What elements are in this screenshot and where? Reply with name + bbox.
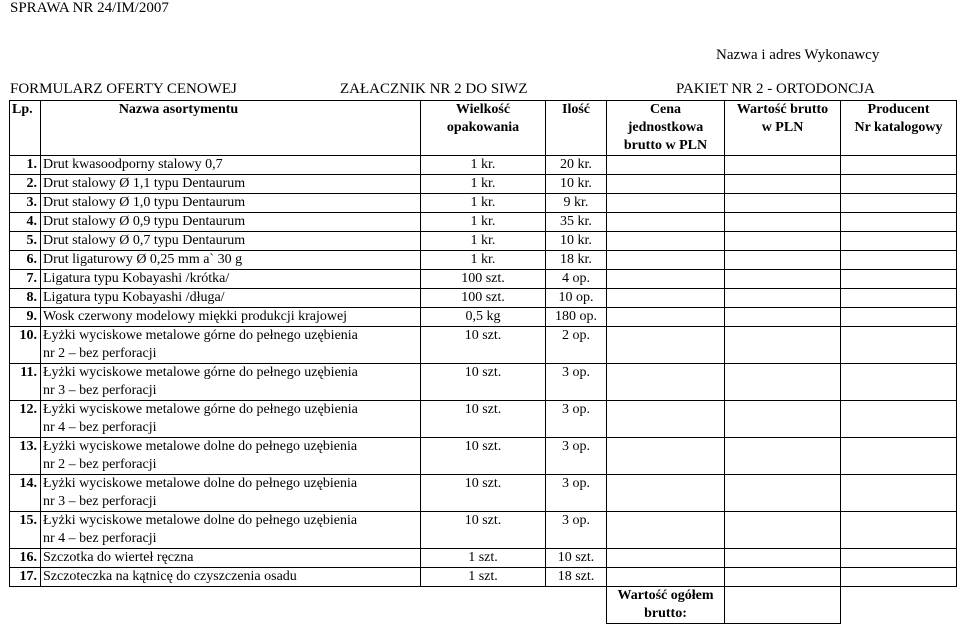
item-package: 0,5 kg [421, 308, 546, 327]
item-package: 10 szt. [421, 364, 546, 401]
item-unit-price[interactable] [607, 568, 725, 587]
item-name: Drut kwasoodporny stalowy 0,7 [41, 156, 421, 175]
item-package: 10 szt. [421, 401, 546, 438]
item-producer[interactable] [841, 308, 957, 327]
item-unit-price[interactable] [607, 213, 725, 232]
item-gross-value[interactable] [725, 194, 841, 213]
item-producer[interactable] [841, 194, 957, 213]
item-name: Drut stalowy Ø 1,1 typu Dentaurum [41, 175, 421, 194]
item-package: 1 kr. [421, 194, 546, 213]
item-qty: 4 op. [546, 270, 607, 289]
table-row [10, 568, 957, 587]
item-unit-price[interactable] [607, 438, 725, 475]
table-row [10, 251, 957, 270]
item-producer[interactable] [841, 549, 957, 568]
table-row [10, 308, 957, 327]
item-name: Łyżki wyciskowe metalowe górne do pełnego uzębienia nr 3 – bez perforacji [41, 364, 421, 401]
item-name: Ligatura typu Kobayashi /krótka/ [41, 270, 421, 289]
total-label: Wartość ogółem brutto: [607, 587, 725, 624]
table-row [10, 270, 957, 289]
item-lp: 8. [10, 289, 41, 308]
table-row [10, 175, 957, 194]
item-producer[interactable] [841, 512, 957, 549]
item-gross-value[interactable] [725, 175, 841, 194]
item-package: 1 szt. [421, 549, 546, 568]
col-header-qty: Ilość [546, 101, 607, 156]
item-qty: 2 op. [546, 327, 607, 364]
item-name: Łyżki wyciskowe metalowe dolne do pełnego uzębienia nr 2 – bez perforacji [41, 438, 421, 475]
item-unit-price[interactable] [607, 327, 725, 364]
item-gross-value[interactable] [725, 438, 841, 475]
item-gross-value[interactable] [725, 568, 841, 587]
item-package: 1 kr. [421, 156, 546, 175]
table-row [10, 401, 957, 438]
item-producer[interactable] [841, 401, 957, 438]
table-row [10, 512, 957, 549]
item-unit-price[interactable] [607, 289, 725, 308]
table-row [10, 213, 957, 232]
item-name: Łyżki wyciskowe metalowe dolne do pełnego uzębienia nr 4 – bez perforacji [41, 512, 421, 549]
item-package: 1 kr. [421, 251, 546, 270]
item-unit-price[interactable] [607, 308, 725, 327]
item-gross-value[interactable] [725, 549, 841, 568]
item-lp: 16. [10, 549, 41, 568]
contractor-label: Nazwa i adres Wykonawcy [716, 47, 880, 63]
item-lp: 4. [10, 213, 41, 232]
item-package: 100 szt. [421, 289, 546, 308]
item-qty: 18 kr. [546, 251, 607, 270]
total-spacer [10, 587, 607, 624]
item-gross-value[interactable] [725, 364, 841, 401]
item-unit-price[interactable] [607, 270, 725, 289]
item-gross-value[interactable] [725, 327, 841, 364]
table-row [10, 364, 957, 401]
item-qty: 10 szt. [546, 549, 607, 568]
item-qty: 3 op. [546, 475, 607, 512]
table-row [10, 156, 957, 175]
col-header-price: Cena jednostkowa brutto w PLN [607, 101, 725, 156]
item-package: 1 kr. [421, 213, 546, 232]
item-qty: 20 kr. [546, 156, 607, 175]
item-qty: 35 kr. [546, 213, 607, 232]
item-lp: 17. [10, 568, 41, 587]
item-qty: 18 szt. [546, 568, 607, 587]
col-header-producer: Producent Nr katalogowy [841, 101, 957, 156]
form-title: FORMULARZ OFERTY CENOWEJ [10, 81, 237, 97]
item-lp: 10. [10, 327, 41, 364]
item-qty: 3 op. [546, 401, 607, 438]
item-unit-price[interactable] [607, 401, 725, 438]
item-unit-price[interactable] [607, 175, 725, 194]
item-producer[interactable] [841, 475, 957, 512]
item-gross-value[interactable] [725, 289, 841, 308]
package-title: PAKIET NR 2 - ORTODONCJA [676, 81, 875, 97]
item-unit-price[interactable] [607, 232, 725, 251]
item-gross-value[interactable] [725, 401, 841, 438]
item-name: Drut ligaturowy Ø 0,25 mm a` 30 g [41, 251, 421, 270]
total-row [10, 587, 957, 624]
item-gross-value[interactable] [725, 270, 841, 289]
annex-title: ZAŁACZNIK NR 2 DO SIWZ [340, 81, 528, 97]
table-row [10, 232, 957, 251]
item-qty: 10 kr. [546, 175, 607, 194]
item-package: 10 szt. [421, 512, 546, 549]
table-row [10, 194, 957, 213]
item-package: 1 kr. [421, 175, 546, 194]
item-package: 10 szt. [421, 327, 546, 364]
col-header-value: Wartość brutto w PLN [725, 101, 841, 156]
item-producer[interactable] [841, 156, 957, 175]
item-producer[interactable] [841, 364, 957, 401]
item-name: Ligatura typu Kobayashi /długa/ [41, 289, 421, 308]
item-gross-value[interactable] [725, 232, 841, 251]
item-gross-value[interactable] [725, 251, 841, 270]
item-unit-price[interactable] [607, 549, 725, 568]
item-qty: 3 op. [546, 512, 607, 549]
table-row [10, 475, 957, 512]
item-unit-price[interactable] [607, 156, 725, 175]
item-lp: 15. [10, 512, 41, 549]
item-gross-value[interactable] [725, 475, 841, 512]
item-qty: 10 op. [546, 289, 607, 308]
item-lp: 1. [10, 156, 41, 175]
item-qty: 3 op. [546, 364, 607, 401]
item-name: Szczotka do wierteł ręczna [41, 549, 421, 568]
item-producer[interactable] [841, 289, 957, 308]
item-lp: 3. [10, 194, 41, 213]
total-spacer-right [841, 587, 957, 624]
item-producer[interactable] [841, 251, 957, 270]
item-producer[interactable] [841, 213, 957, 232]
col-header-name: Nazwa asortymentu [41, 101, 421, 156]
item-qty: 9 kr. [546, 194, 607, 213]
item-unit-price[interactable] [607, 251, 725, 270]
item-name: Wosk czerwony modelowy miękki produkcji krajowej [41, 308, 421, 327]
item-unit-price[interactable] [607, 475, 725, 512]
item-qty: 3 op. [546, 438, 607, 475]
item-lp: 9. [10, 308, 41, 327]
table-row [10, 327, 957, 364]
item-unit-price[interactable] [607, 512, 725, 549]
item-gross-value[interactable] [725, 156, 841, 175]
item-lp: 7. [10, 270, 41, 289]
col-header-lp: Lp. [10, 101, 41, 156]
item-unit-price[interactable] [607, 194, 725, 213]
total-value[interactable] [725, 587, 841, 624]
item-qty: 10 kr. [546, 232, 607, 251]
price-offer-table [9, 100, 957, 624]
item-package: 1 szt. [421, 568, 546, 587]
table-row [10, 549, 957, 568]
item-producer[interactable] [841, 438, 957, 475]
item-package: 10 szt. [421, 438, 546, 475]
item-name: Łyżki wyciskowe metalowe górne do pełnego uzębienia nr 2 – bez perforacji [41, 327, 421, 364]
item-name: Drut stalowy Ø 1,0 typu Dentaurum [41, 194, 421, 213]
item-gross-value[interactable] [725, 512, 841, 549]
item-producer[interactable] [841, 270, 957, 289]
item-lp: 6. [10, 251, 41, 270]
item-producer[interactable] [841, 568, 957, 587]
item-name: Szczoteczka na kątnicę do czyszczenia osadu [41, 568, 421, 587]
item-producer[interactable] [841, 175, 957, 194]
item-package: 10 szt. [421, 475, 546, 512]
table-row [10, 438, 957, 475]
item-name: Łyżki wyciskowe metalowe dolne do pełnego uzębienia nr 3 – bez perforacji [41, 475, 421, 512]
item-lp: 12. [10, 401, 41, 438]
item-producer[interactable] [841, 232, 957, 251]
item-lp: 11. [10, 364, 41, 401]
item-gross-value[interactable] [725, 308, 841, 327]
col-header-package: Wielkość opakowania [421, 101, 546, 156]
item-name: Drut stalowy Ø 0,7 typu Dentaurum [41, 232, 421, 251]
item-lp: 14. [10, 475, 41, 512]
item-package: 100 szt. [421, 270, 546, 289]
item-lp: 13. [10, 438, 41, 475]
item-lp: 2. [10, 175, 41, 194]
item-name: Łyżki wyciskowe metalowe górne do pełnego uzębienia nr 4 – bez perforacji [41, 401, 421, 438]
document-number: SPRAWA NR 24/IM/2007 [10, 0, 169, 16]
item-gross-value[interactable] [725, 213, 841, 232]
item-name: Drut stalowy Ø 0,9 typu Dentaurum [41, 213, 421, 232]
item-qty: 180 op. [546, 308, 607, 327]
item-lp: 5. [10, 232, 41, 251]
item-package: 1 kr. [421, 232, 546, 251]
item-unit-price[interactable] [607, 364, 725, 401]
table-row [10, 289, 957, 308]
item-producer[interactable] [841, 327, 957, 364]
